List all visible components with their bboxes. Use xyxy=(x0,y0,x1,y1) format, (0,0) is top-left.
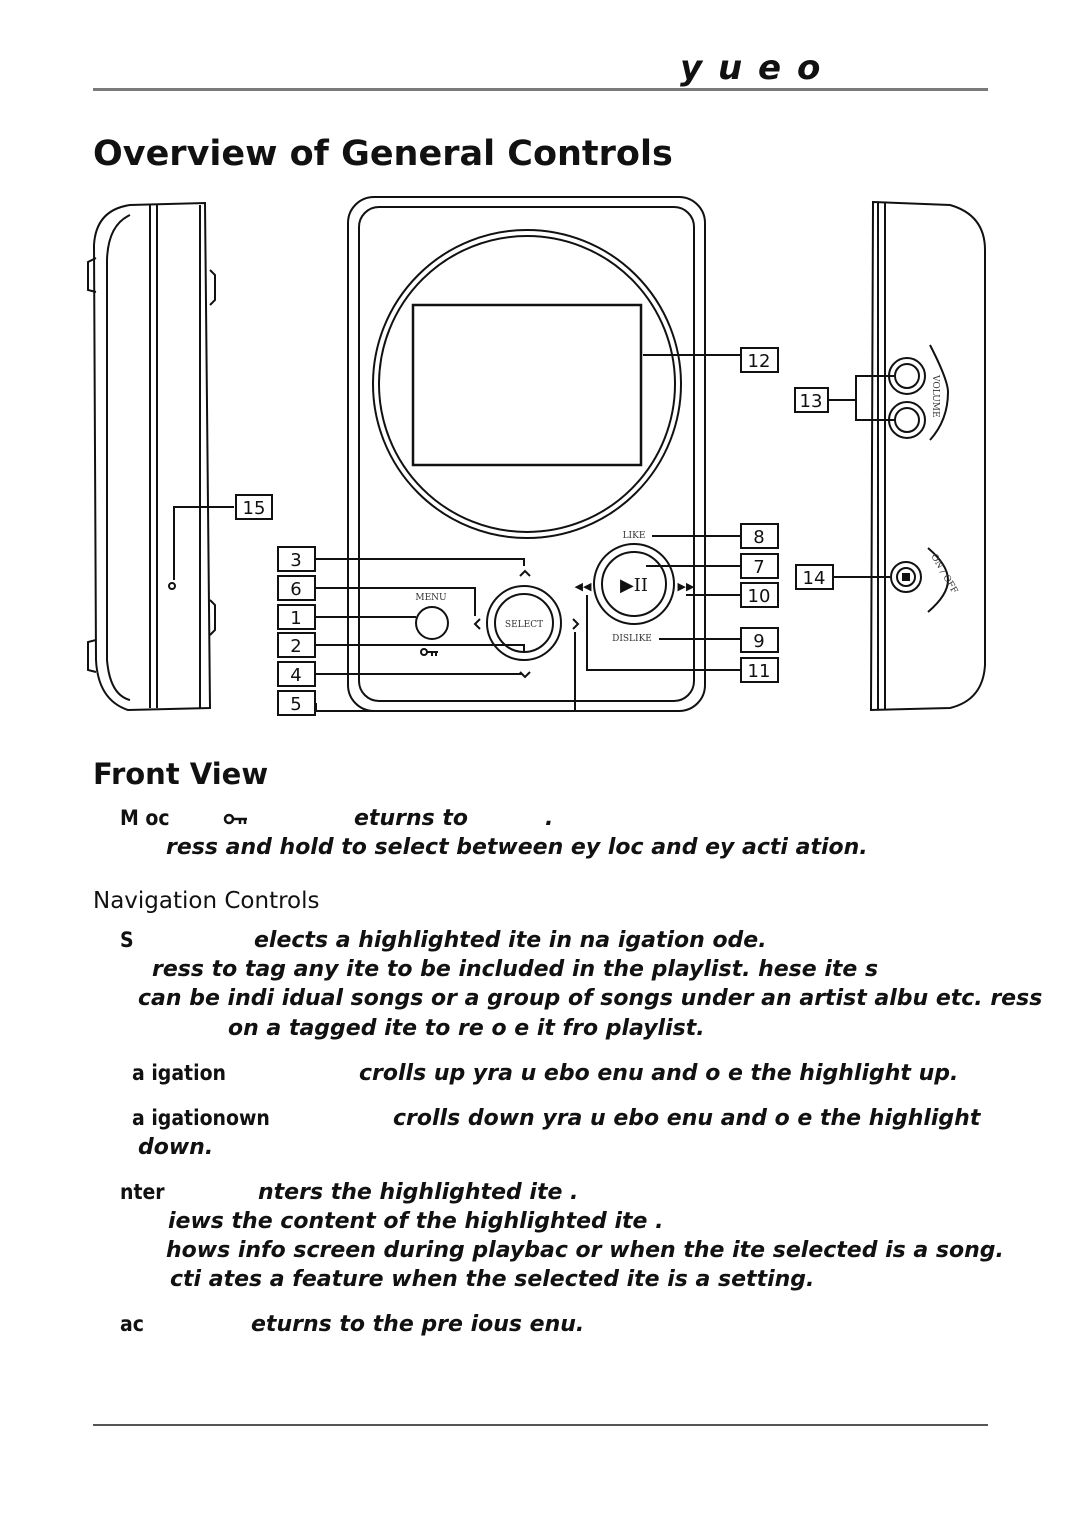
chevron-right-icon xyxy=(573,619,578,629)
previous-track-icon: ◀◀ xyxy=(574,580,592,593)
menu-label: MENU xyxy=(415,593,447,603)
nav-down-text-1: crolls down yra u ebo enu and o e the highlight xyxy=(393,1106,981,1131)
like-label: LIKE xyxy=(622,531,646,541)
callout-3 xyxy=(278,547,315,571)
callout-2 xyxy=(278,633,315,657)
enter-line-1: nters the highlighted ite . xyxy=(258,1180,579,1205)
right-side-view xyxy=(871,202,985,710)
svg-text:7: 7 xyxy=(753,557,765,578)
callout-12 xyxy=(741,348,778,372)
next-track-icon: ▶▶ xyxy=(677,580,695,593)
enter-line-2: iews the content of the highlighted ite . xyxy=(168,1209,664,1234)
page-title: Overview of General Controls xyxy=(93,134,673,174)
key-lock-icon xyxy=(223,813,249,827)
enter-key-label: nter xyxy=(120,1180,165,1204)
svg-text:1: 1 xyxy=(290,608,302,629)
callout-10 xyxy=(741,583,778,607)
nav-down-label: a igationown xyxy=(132,1106,270,1130)
enter-line-4: cti ates a feature when the selected ite is a setting. xyxy=(170,1267,815,1292)
callout-11 xyxy=(741,658,778,682)
callout-6 xyxy=(278,576,315,600)
menu-row-text: eturns to xyxy=(354,806,468,831)
callout-14 xyxy=(796,565,833,589)
callout-1 xyxy=(278,605,315,629)
front-view xyxy=(348,197,705,711)
back-text: eturns to the pre ious enu. xyxy=(251,1312,585,1337)
callout-8 xyxy=(741,524,778,548)
callout-15 xyxy=(236,495,272,519)
callout-4 xyxy=(278,662,315,686)
svg-text:2: 2 xyxy=(290,636,302,657)
chapter-title: y u e o xyxy=(680,48,823,88)
menu-row-2: ress and hold to select between ey loc and ey acti ation. xyxy=(166,835,868,860)
play-pause-icon: ▶II xyxy=(619,575,649,596)
callout-13 xyxy=(795,388,828,412)
menu-button[interactable] xyxy=(416,607,448,639)
svg-text:4: 4 xyxy=(290,665,302,686)
menu-key-label: M oc xyxy=(120,806,170,830)
volume-label: VOLUME xyxy=(930,375,940,418)
select-label: SELECT xyxy=(504,620,544,630)
nav-up-label: a igation xyxy=(132,1061,226,1085)
select-line-2: ress to tag any ite to be included in the playlist. hese ite s xyxy=(152,957,879,982)
chevron-up-icon xyxy=(520,571,530,576)
svg-text:13: 13 xyxy=(799,391,823,412)
svg-text:10: 10 xyxy=(747,586,771,607)
onoff-label: ON / OFF xyxy=(928,552,959,596)
svg-text:15: 15 xyxy=(242,498,266,519)
key-lock-icon xyxy=(421,649,438,656)
svg-text:6: 6 xyxy=(290,579,302,600)
front-view-heading: Front View xyxy=(93,757,269,791)
callout-7 xyxy=(741,554,778,578)
svg-text:8: 8 xyxy=(753,527,765,548)
callout-9 xyxy=(741,628,778,652)
nav-up-text: crolls up yra u ebo enu and o e the highlight up. xyxy=(359,1061,959,1086)
svg-text:12: 12 xyxy=(747,351,771,372)
svg-text:14: 14 xyxy=(802,568,826,589)
menu-row-tail: . xyxy=(545,806,554,831)
footer-rule xyxy=(93,1424,988,1426)
svg-text:9: 9 xyxy=(753,631,765,652)
select-key-label: S xyxy=(120,928,134,952)
navigation-heading: Navigation Controls xyxy=(93,888,320,914)
select-line-3: can be indi idual songs or a group of songs under an artist albu etc. ress xyxy=(138,986,1043,1011)
chevron-left-icon xyxy=(475,619,480,629)
dislike-label: DISLIKE xyxy=(612,634,652,644)
svg-text:11: 11 xyxy=(747,661,771,682)
screen xyxy=(413,305,641,465)
device-diagram xyxy=(0,0,1080,740)
callout-5 xyxy=(278,691,315,715)
left-side-view xyxy=(88,203,215,710)
mic-hole-icon xyxy=(169,583,175,589)
svg-text:5: 5 xyxy=(290,694,302,715)
enter-line-3: hows info screen during playbac or when the ite selected is a song. xyxy=(166,1238,1004,1263)
back-key-label: ac xyxy=(120,1312,144,1336)
select-line-4: on a tagged ite to re o e it fro playlist. xyxy=(228,1016,705,1041)
select-line-1: elects a highlighted ite in na igation ode. xyxy=(254,928,767,953)
nav-down-text-2: down. xyxy=(138,1135,214,1160)
svg-text:3: 3 xyxy=(290,550,302,571)
